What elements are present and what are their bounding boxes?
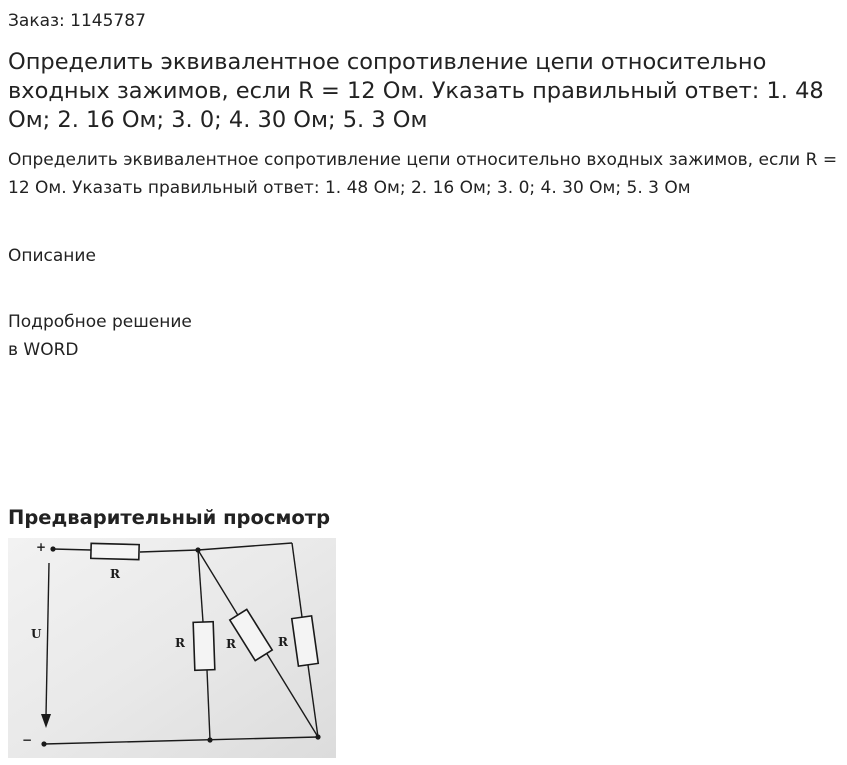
resistor-branch-3-label: R	[278, 635, 288, 649]
circuit-diagram	[8, 538, 336, 758]
minus-label: −	[22, 733, 33, 747]
node-bottom-middle	[207, 737, 212, 742]
circuit-preview-image	[8, 538, 336, 758]
task-description: Определить эквивалентное сопротивление цепи относительно входных зажимов, если R = 12 Ом. Указать правильный ответ: 1. 48 Ом; 2. 16 Ом; 3. 0; 4. 30 Ом; 5. 3 Ом	[8, 150, 838, 198]
page-title: Определить эквивалентное сопротивление цепи относительно входных зажимов, если R = 12 Ом. Указать правильный ответ: 1. 48 Ом; 2. 16 Ом; 3. 0; 4. 30 Ом; 5. 3 Ом	[8, 49, 824, 133]
resistor-branch-1-label: R	[175, 636, 185, 650]
resistor-series	[91, 543, 139, 559]
node-bottom-right	[315, 734, 320, 739]
preview-heading: Предварительный просмотр	[8, 506, 331, 529]
solution-line-2: в WORD	[8, 340, 79, 360]
plus-label: +	[36, 540, 47, 554]
description-heading: Описание	[8, 246, 96, 266]
order-number: Заказ: 1145787	[8, 11, 146, 31]
solution-note	[8, 308, 192, 364]
resistor-series-label: R	[110, 567, 120, 581]
voltage-label: U	[31, 627, 42, 641]
solution-line-1: Подробное решение	[8, 312, 192, 332]
plus-terminal-dot	[50, 546, 55, 551]
minus-terminal-dot	[41, 741, 46, 746]
resistor-branch-1	[193, 622, 215, 671]
node-top	[195, 547, 200, 552]
resistor-branch-2-label: R	[226, 637, 236, 651]
